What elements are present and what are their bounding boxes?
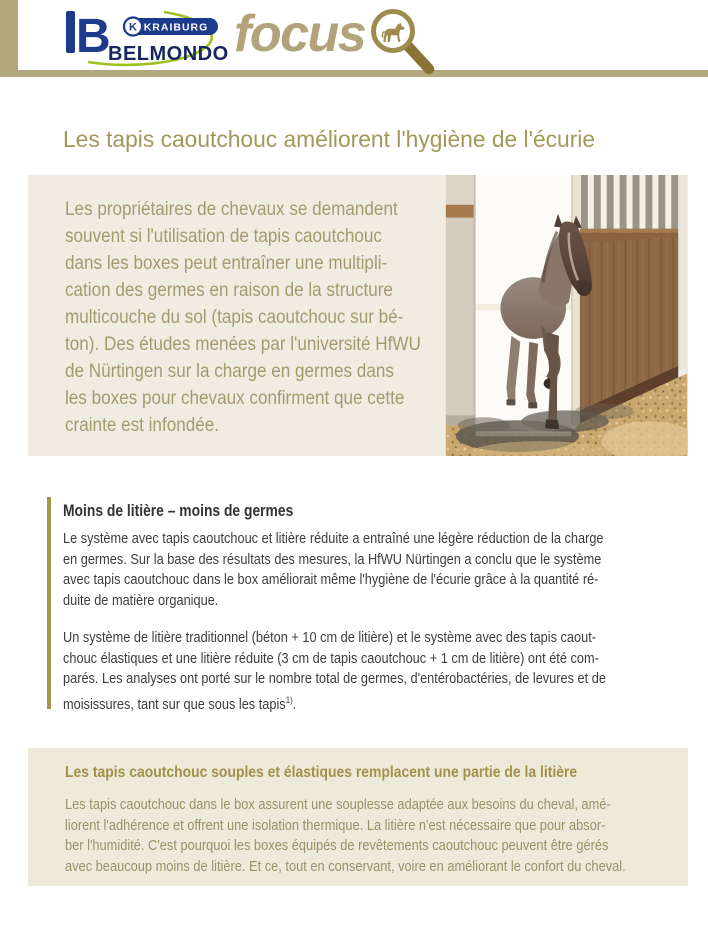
page-title: Les tapis caoutchouc améliorent l'hygiène de l'écurie (63, 126, 596, 152)
text-line: souvent si l'utilisation de tapis caoutchouc (65, 226, 382, 247)
stable-photo-illustration (445, 175, 688, 456)
intro-box (28, 175, 688, 456)
kraiburg-badge-label: KRAIBURG (143, 21, 209, 34)
k-monogram-letter: K (129, 21, 137, 34)
text-line: avec tapis caoutchouc dans le box améliorait même l'hygiène de l'écurie grâce à la quantité ré- (63, 572, 599, 588)
text-line: les boxes pour chevaux confirment que cette (65, 388, 405, 409)
belmondo-wordmark: BELMONDO (108, 43, 229, 65)
text-segment: . (292, 696, 297, 713)
text-segment: moisissures, tant sur que sous les tapis (63, 696, 286, 713)
text-line: dans les boxes peut entraîner une multipli- (65, 253, 388, 274)
text-line: duite de matière organique. (63, 592, 219, 609)
text-line: Les tapis caoutchouc dans le box assurent une souplesse adaptée aux besoins du cheval, amé- (65, 797, 611, 813)
text-line: parés. Les analyses ont porté sur le nombre total de germes, d'entérobactéries, de levures et de (63, 671, 606, 687)
text-line: Le système avec tapis caoutchouc et litière réduite a entraîné une légère réduction de la charge (63, 531, 604, 547)
text-line: Un système de litière traditionnel (béton + 10 cm de litière) et le système avec des tapis caout- (63, 630, 596, 646)
text-line: crainte est infondée. (65, 415, 220, 436)
text-line: avec beaucoup moins de litière. Et ce, tout en conservant, voire en améliorant le confort du cheval. (65, 858, 626, 875)
section-heading: Moins de litière – moins de germes (63, 502, 294, 520)
highlight-box (28, 748, 688, 886)
text-line: multicouche du sol (tapis caoutchouc sur bé- (65, 307, 404, 328)
text-line: liorent l'adhérence et offrent une isolation thermique. La litière n'est nécessaire que pour absor- (65, 817, 606, 834)
text-line: ber l'humidité. C'est pourquoi les boxes équipés de revêtements caoutchouc peuvent être gérés (65, 838, 609, 854)
text-line: chouc élastiques et une litière réduite (3 cm de tapis caoutchouc + 1 cm de litière) ont été com- (63, 650, 599, 667)
focus-logo (234, 2, 454, 74)
left-wall (446, 175, 476, 425)
text-line: cation des germes en raison de la structure (65, 280, 393, 301)
intro-paragraph (65, 196, 460, 439)
text-line: Les propriétaires de chevaux se demandent (65, 199, 398, 220)
text-line: ton). Des études menées par l'université HfWU (65, 334, 421, 355)
magnifier-horse-icon (368, 6, 450, 80)
paragraph-2 (63, 628, 663, 715)
text-line (63, 690, 591, 715)
focus-wordmark: focus (234, 5, 366, 63)
footnote-marker: 1) (285, 694, 293, 705)
header-left-strip (0, 0, 18, 77)
text-line: en germes. Sur la base des résultats des mesures, la HfWU Nürtingen a conclu que le système (63, 551, 602, 568)
stable-photo (445, 175, 688, 456)
section-germs (47, 497, 663, 713)
highlight-paragraph (65, 795, 688, 877)
logo-b-icon: B (76, 10, 111, 63)
logo-bar-icon (66, 11, 75, 53)
text-line: de Nürtingen sur la charge en germes dans (65, 361, 394, 382)
paragraph-1 (63, 529, 663, 611)
highlight-heading: Les tapis caoutchouc souples et élastiques remplacent une partie de la litière (65, 764, 578, 781)
